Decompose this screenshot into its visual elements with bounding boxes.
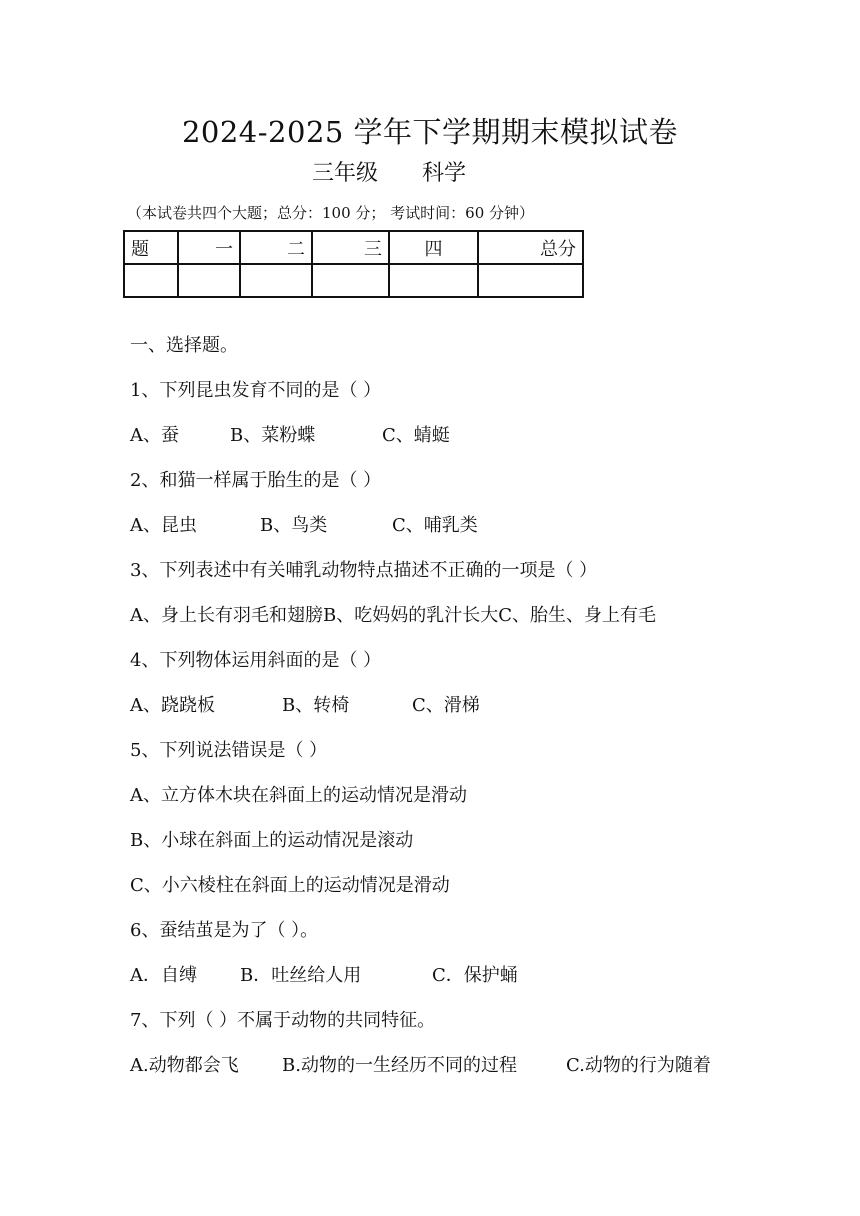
score-header-cell: 总分 <box>478 231 583 264</box>
exam-note: （本试卷共四个大题；总分：100 分； 考试时间：60 分钟） <box>127 204 535 222</box>
option: B、吃妈妈的乳汁长大 <box>323 605 499 626</box>
question-2-options <box>130 511 478 537</box>
score-header-cell: 二 <box>240 231 312 264</box>
score-cell[interactable] <box>178 264 240 297</box>
option: C、哺乳类 <box>392 515 478 536</box>
exam-title: 2024-2025 学年下学期期末模拟试卷 <box>181 115 679 149</box>
option: C、蜻蜓 <box>382 425 450 446</box>
question-3: 3、下列表述中有关哺乳动物特点描述不正确的一项是（ ） <box>130 560 598 581</box>
score-header-cell: 一 <box>178 231 240 264</box>
option: C．保护蛹 <box>432 965 518 986</box>
score-header-cell: 三 <box>312 231 389 264</box>
option: A、昆虫 <box>130 515 197 536</box>
score-table <box>123 230 584 298</box>
question-5: 5、下列说法错误是（ ） <box>130 740 328 761</box>
question-1: 1、下列昆虫发育不同的是（ ） <box>130 380 382 401</box>
option: B.动物的一生经历不同的过程 <box>282 1055 517 1076</box>
question-4: 4、下列物体运用斜面的是（ ） <box>130 650 382 671</box>
score-table-header-row <box>124 231 583 264</box>
option: A.动物都会飞 <box>130 1055 239 1076</box>
score-cell[interactable] <box>312 264 389 297</box>
option: B、鸟类 <box>260 515 328 536</box>
option: A、立方体木块在斜面上的运动情况是滑动 <box>130 785 467 806</box>
question-3-options <box>130 601 656 627</box>
option: C、滑梯 <box>412 695 480 716</box>
question-6-options <box>130 961 518 987</box>
option: A、身上长有羽毛和翅膀 <box>130 605 323 626</box>
option: B、小球在斜面上的运动情况是滚动 <box>130 830 414 851</box>
option: C.动物的行为随着 <box>566 1055 711 1076</box>
score-cell[interactable] <box>124 264 178 297</box>
option: B、菜粉蝶 <box>230 425 316 446</box>
score-header-cell: 四 <box>389 231 478 264</box>
score-cell[interactable] <box>389 264 478 297</box>
subject-label: 科学 <box>422 161 467 186</box>
option: B．吐丝给人用 <box>240 965 362 986</box>
score-cell[interactable] <box>478 264 583 297</box>
question-4-options <box>130 691 480 717</box>
exam-subtitle <box>312 156 466 187</box>
question-7-options <box>130 1051 711 1077</box>
question-2: 2、和猫一样属于胎生的是（ ） <box>130 470 382 491</box>
grade-label: 三年级 <box>312 161 379 186</box>
score-table-blank-row <box>124 264 583 297</box>
question-7: 7、下列（ ）不属于动物的共同特征。 <box>130 1010 436 1031</box>
option: C、胎生、身上有毛 <box>498 605 657 626</box>
option: A、跷跷板 <box>130 695 215 716</box>
option: B、转椅 <box>282 695 350 716</box>
section-heading: 一、选择题。 <box>130 335 238 356</box>
question-1-options <box>130 421 450 447</box>
question-6: 6、蚕结茧是为了（ ）。 <box>130 920 319 941</box>
option: C、小六棱柱在斜面上的运动情况是滑动 <box>130 875 450 896</box>
option: A．自缚 <box>130 965 197 986</box>
score-cell[interactable] <box>240 264 312 297</box>
option: A、蚕 <box>130 425 179 446</box>
score-header-cell: 题 <box>124 231 178 264</box>
